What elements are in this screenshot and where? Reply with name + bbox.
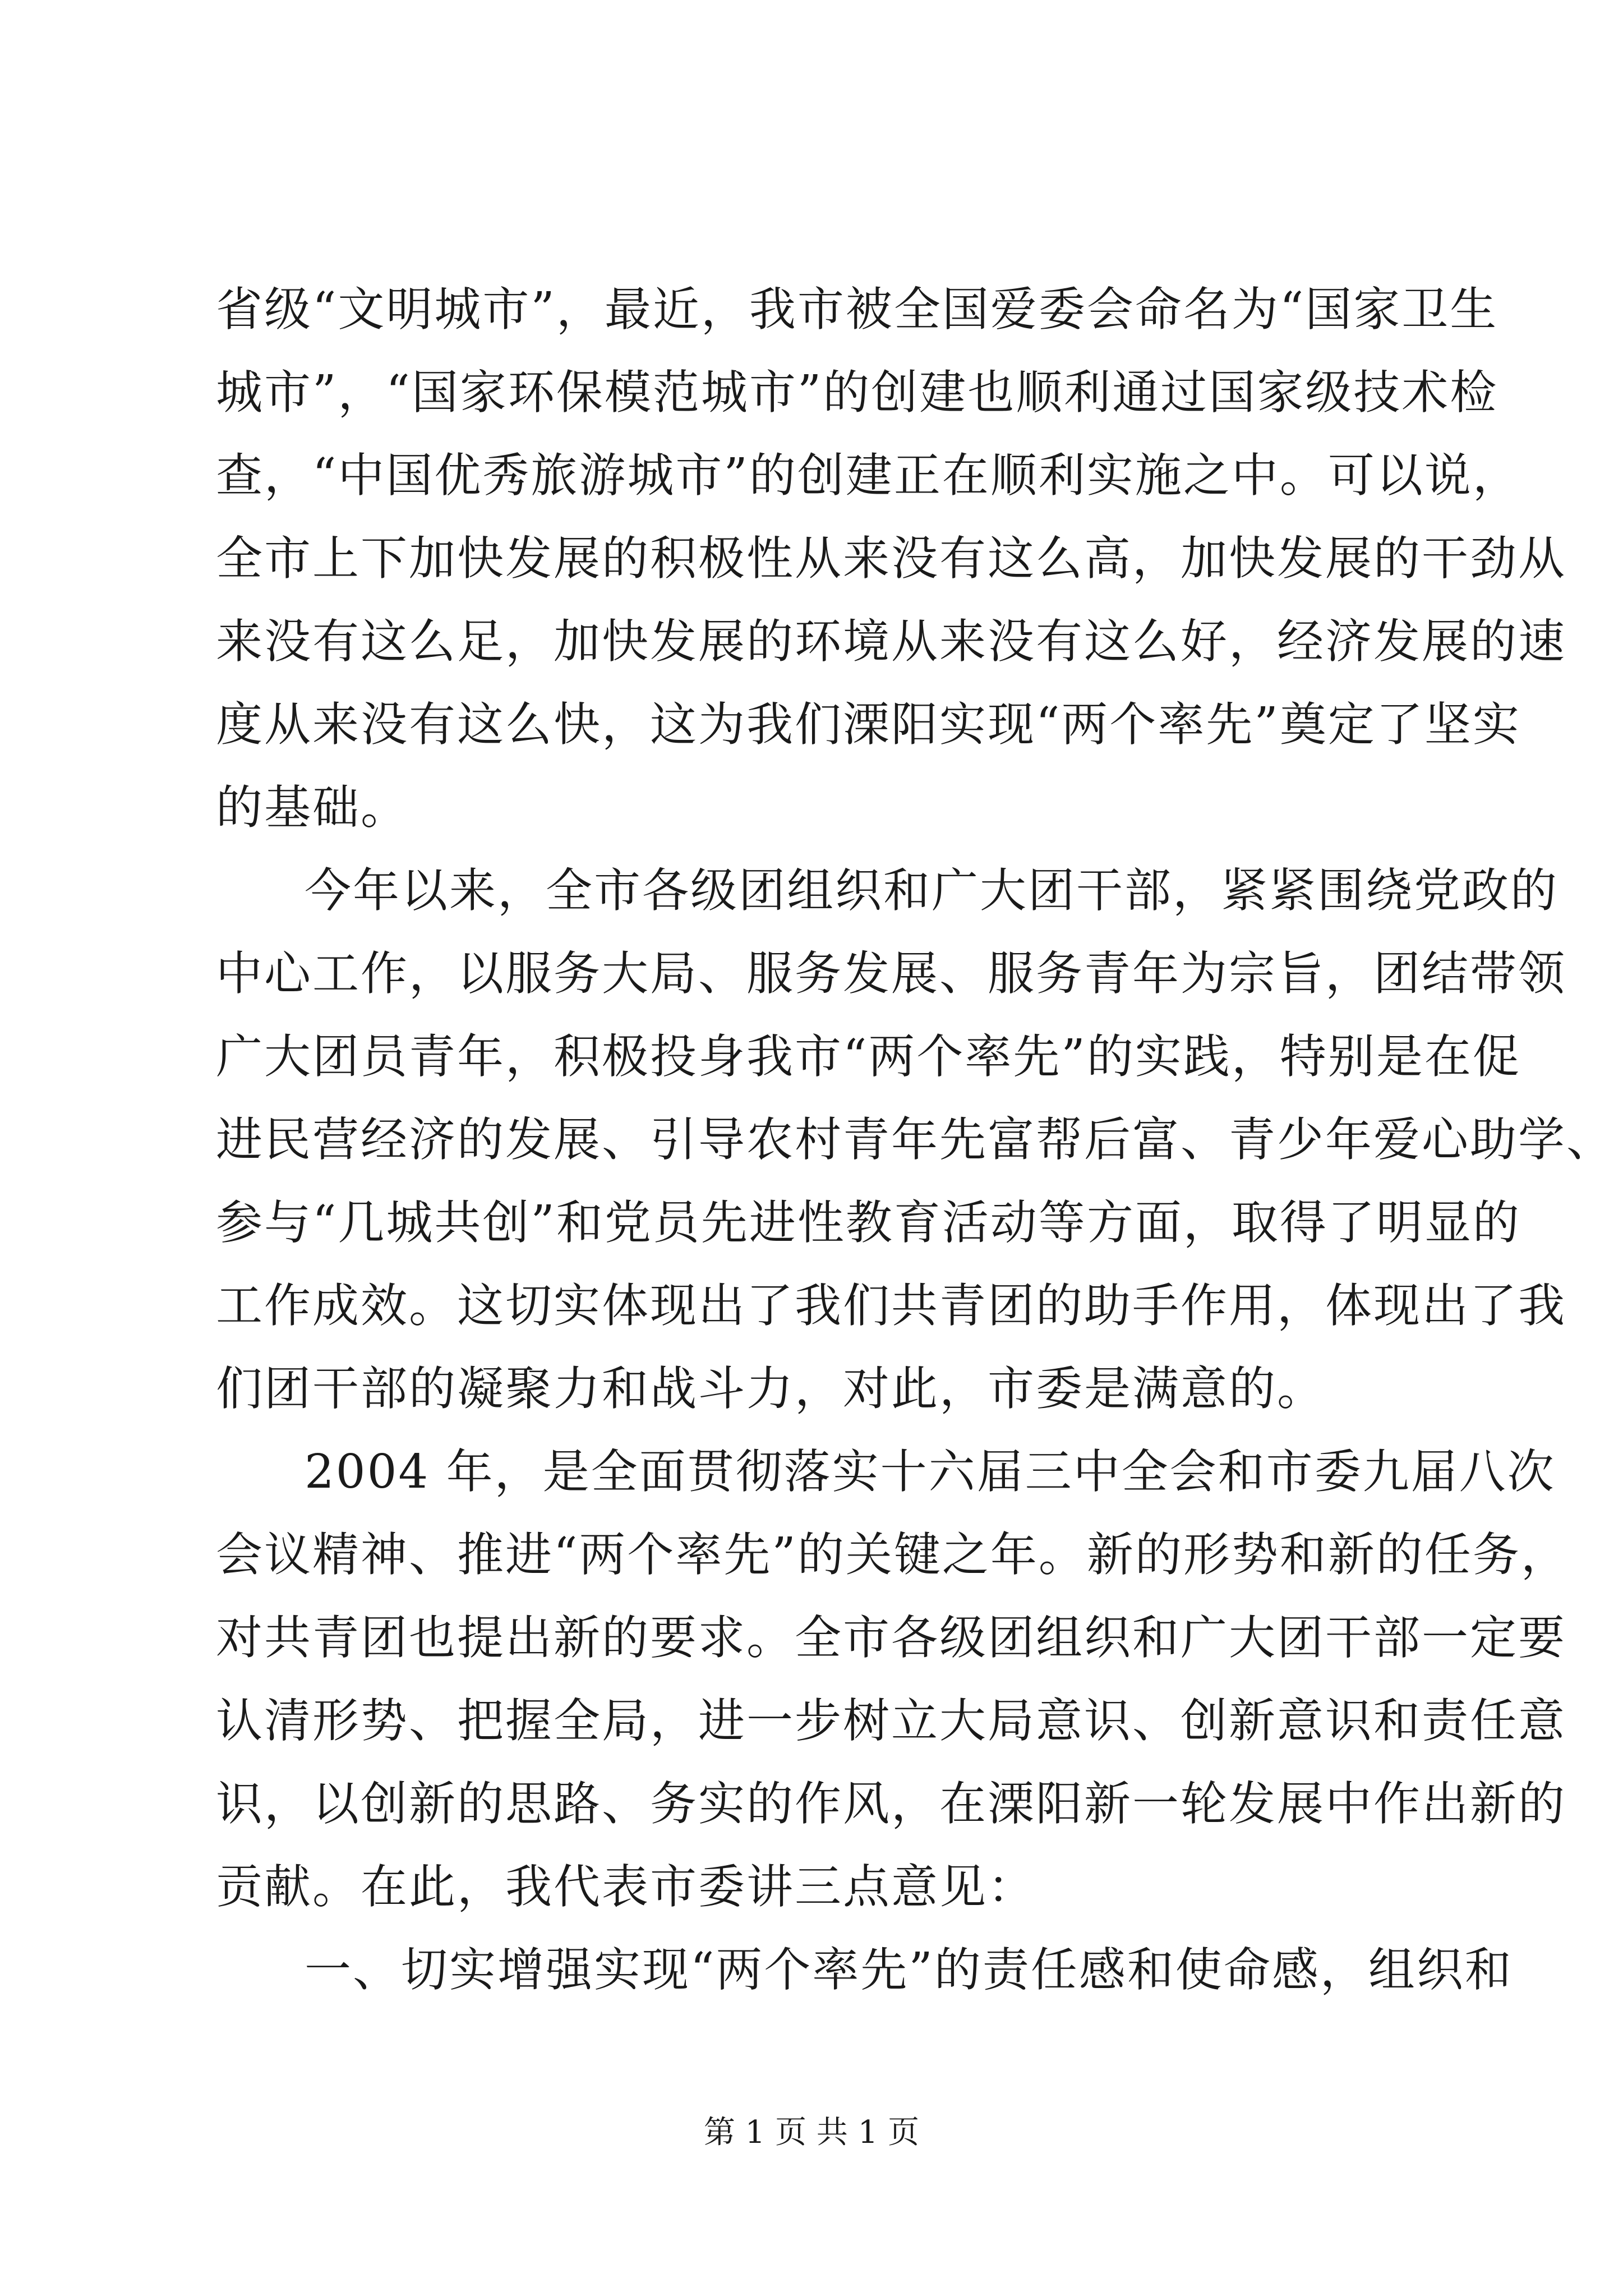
text-line: 广大团员青年，积极投身我市“两个率先”的实践，特别是在促	[216, 1029, 1521, 1084]
text-line: 对共青团也提出新的要求。全市各级团组织和广大团干部一定要	[216, 1611, 1566, 1665]
paragraph-first-line: 今年以来，全市各级团组织和广大团干部，紧紧围绕党政的	[305, 863, 1559, 918]
section-heading-line: 一、切实增强实现“两个率先”的责任感和使命感，组织和	[305, 1943, 1513, 1997]
text-line: 来没有这么足，加快发展的环境从来没有这么好，经济发展的速	[216, 614, 1566, 669]
paragraph-first-line: 2004 年，是全面贯彻落实十六届三中全会和市委九届八次	[305, 1444, 1556, 1499]
page-number-label: 第 1 页 共 1 页	[703, 2114, 920, 2151]
text-line: 城市”，“国家环保模范城市”的创建也顺利通过国家级技术检	[216, 365, 1498, 420]
text-line: 参与“几城共创”和党员先进性教育活动等方面，取得了明显的	[216, 1195, 1521, 1250]
text-line: 全市上下加快发展的积极性从来没有这么高，加快发展的干劲从	[216, 531, 1566, 586]
document-body	[216, 268, 1615, 2012]
text-line: 中心工作，以服务大局、服务发展、服务青年为宗旨，团结带领	[216, 946, 1566, 1001]
text-line: 会议精神、推进“两个率先”的关键之年。新的形势和新的任务，	[216, 1527, 1569, 1582]
text-line: 认清形势、把握全局，进一步树立大局意识、创新意识和责任意	[216, 1694, 1566, 1748]
text-line: 省级“文明城市”，最近，我市被全国爱委会命名为“国家卫生	[216, 282, 1498, 337]
text-line: 们团干部的凝聚力和战斗力，对此，市委是满意的。	[216, 1361, 1325, 1416]
text-line: 进民营经济的发展、引导农村青年先富帮后富、青少年爱心助学、	[216, 1112, 1615, 1167]
text-line: 查，“中国优秀旅游城市”的创建正在顺利实施之中。可以说，	[216, 448, 1521, 503]
text-line: 贡献。在此，我代表市委讲三点意见：	[216, 1860, 1036, 1914]
text-line: 的基础。	[216, 780, 409, 835]
text-line: 识，以创新的思路、务实的作风，在溧阳新一轮发展中作出新的	[216, 1777, 1566, 1831]
page-footer	[0, 2113, 1623, 2152]
text-line: 工作成效。这切实体现出了我们共青团的助手作用，体现出了我	[216, 1278, 1566, 1333]
text-line: 度从来没有这么快，这为我们溧阳实现“两个率先”奠定了坚实	[216, 697, 1521, 752]
